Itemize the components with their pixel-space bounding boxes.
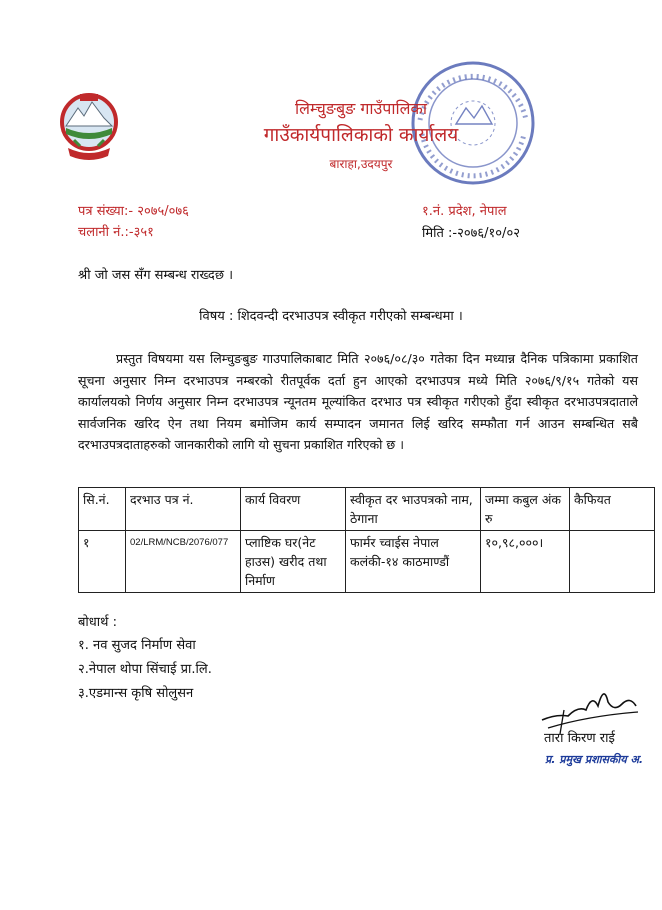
table-cell: 02/LRM/NCB/2076/077 [126,531,241,593]
table-cell: फार्मर च्वाईस नेपाल कलंकी-१४ काठमाण्डौं [346,531,481,593]
table-header-cell: कार्य विवरण [241,488,346,531]
table-header-cell: दरभाउ पत्र नं. [126,488,241,531]
letter-reference: पत्र संख्या:- २०७५/०७६ [78,204,189,219]
table-cell [570,531,655,593]
signer-title-stamp: प्र. प्रमुख प्रशासकीय अ. [545,753,644,766]
table-row [79,531,655,593]
subject-line: विषय : शिदवन्दी दरभाउपत्र स्वीकृत गरीएको सम्बन्धमा । [199,309,463,324]
province-line: १.नं. प्रदेश, नेपाल [422,204,507,219]
award-table [78,487,655,593]
table-header-cell: सि.नं. [79,488,126,531]
body-paragraph: प्रस्तुत विषयमा यस लिम्चुङबुङ गाउपालिकाबाट मिति २०७६/०८/३० गतेका दिन मध्यान्न दैनिक पत्रिकामा प्रकाशित सूचना अनुसार निम्न दरभाउपत्र नम्बरको रीतपूर्वक दर्ता हुन आएको दरभाउपत्र मध्ये मिति २०७६/९/१५ गतेको यस कार्यालयको निर्णय अनुसार निम्न दरभाउपत्र न्यूनतम मूल्यांकित दरभाउ पत्र स्वीकृत गरीएको हुँदा स्वीकृत दरभाउपत्रदाताले सार्वजनिक खरिद ऐन तथा नियम बमोजिम कार्य सम्पादन जमानत लिई खरिद सम्फौता गर्न आउन सम्बन्धित सबै दरभाउपत्रदाताहरुको जानकारीको लागि यो सुचना प्रकाशित गरिएको छ । [78,351,638,452]
table-header-cell: कैफियत [570,488,655,531]
office-name: गाउँकार्यपालिकाको कार्यालय [263,124,459,146]
signer-name: तारा किरण राई [544,731,615,746]
cc-item: ३.एडमान्स कृषि सोलुसन [78,686,194,701]
org-name: लिम्चुङबुङ गाउँपालिका [295,99,427,118]
table-cell: १०,९८,०००। [481,531,570,593]
cc-title: बोधार्थ : [78,615,117,630]
cc-item: २.नेपाल थोपा सिंचाई प्रा.लि. [78,662,212,677]
dispatch-number: चलानी नं.:-३५१ [78,225,154,240]
cc-item: १. नव सुजद निर्माण सेवा [78,638,196,653]
table-header-row [79,488,655,531]
table-header-cell: स्वीकृत दर भाउपत्रको नाम, ठेगाना [346,488,481,531]
salutation: श्री जो जस सँग सम्बन्ध राख्दछ । [78,268,234,283]
table-cell: १ [79,531,126,593]
handwritten-signature [538,676,648,736]
table-header-cell: जम्मा कबुल अंक रु [481,488,570,531]
letter-date: मिति :-२०७६/१०/०२ [422,226,520,241]
office-address: बाराहा,उदयपुर [329,157,393,171]
table-cell: प्लाष्टिक घर(नेट हाउस) खरीद तथा निर्माण [241,531,346,593]
